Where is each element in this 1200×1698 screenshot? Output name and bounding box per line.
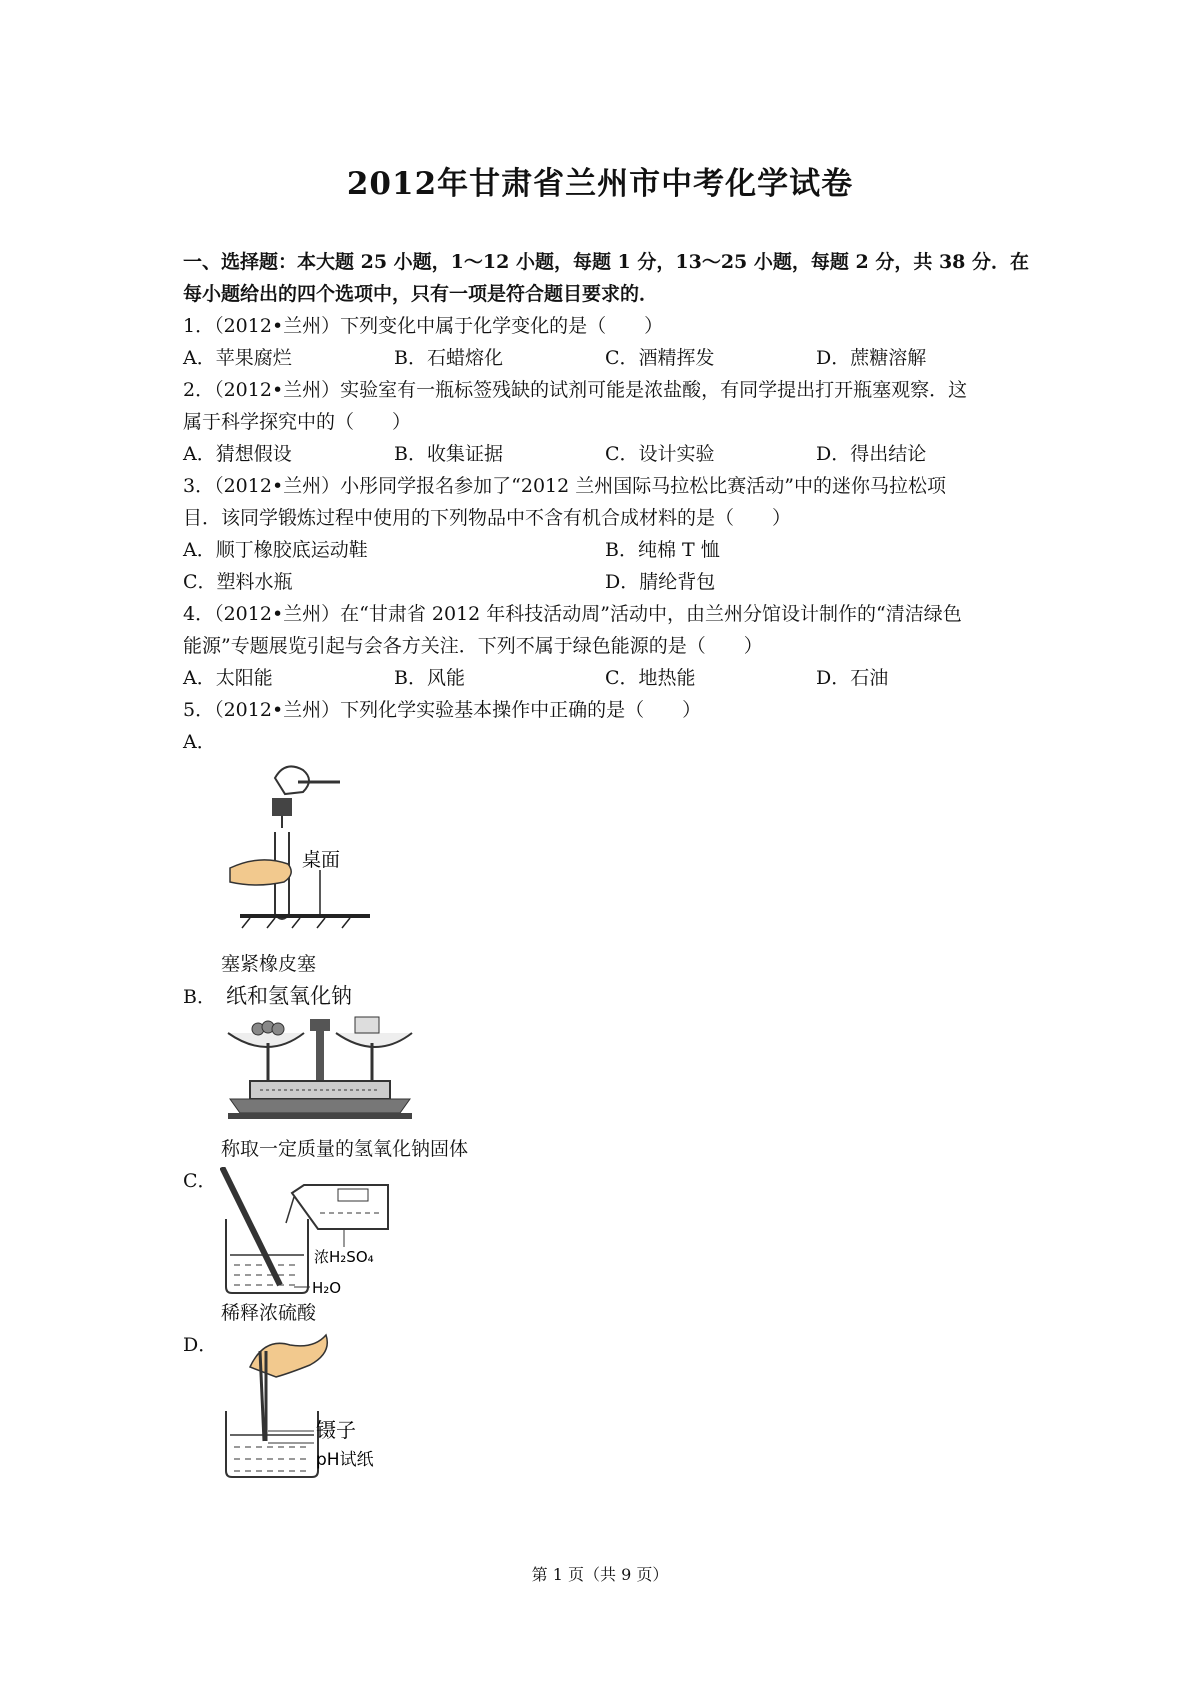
figure-label: 镊子 bbox=[316, 1418, 356, 1442]
question-5 bbox=[183, 694, 1043, 1481]
option-letter: B． bbox=[183, 986, 216, 1008]
option-a: A．猜想假设 bbox=[183, 443, 292, 465]
option-c: C．酒精挥发 bbox=[605, 347, 715, 369]
option-d: D．石油 bbox=[816, 667, 889, 689]
ph-paper-figure bbox=[220, 1331, 410, 1481]
option-d bbox=[183, 1329, 1043, 1481]
option-c bbox=[183, 1165, 1043, 1329]
question-stem: 3．（2012•兰州）小彤同学报名参加了“2012 兰州国际马拉松比赛活动”中的迷你马拉松项 bbox=[183, 475, 946, 497]
question-stem: 目．该同学锻炼过程中使用的下列物品中不含有机合成材料的是（ ） bbox=[183, 507, 792, 529]
question-stem: 2．（2012•兰州）实验室有一瓶标签残缺的试剂可能是浓盐酸，有同学提出打开瓶塞观察．这 bbox=[183, 379, 968, 401]
question-1 bbox=[183, 310, 1043, 374]
balance-figure bbox=[220, 1013, 420, 1133]
figure-label: 桌面 bbox=[302, 849, 341, 871]
question-2 bbox=[183, 374, 1043, 470]
option-b: B．风能 bbox=[394, 667, 465, 689]
figure-label: H₂O bbox=[312, 1279, 342, 1297]
question-stem: 4．（2012•兰州）在“甘肃省 2012 年科技活动周”活动中，由兰州分馆设计制作的“清洁绿色 bbox=[183, 603, 962, 625]
option-b: B．纯棉 T 恤 bbox=[605, 539, 720, 561]
option-c: C．设计实验 bbox=[605, 443, 715, 465]
question-stem: 5．（2012•兰州）下列化学实验基本操作中正确的是（ ） bbox=[183, 699, 702, 721]
option-c: C．塑料水瓶 bbox=[183, 571, 293, 593]
page-title: 2012年甘肃省兰州市中考化学试卷 bbox=[346, 166, 854, 202]
dilution-figure bbox=[220, 1167, 410, 1297]
figure-label: 浓H₂SO₄ bbox=[314, 1248, 374, 1266]
question-3 bbox=[183, 470, 1043, 598]
figure-caption: 稀释浓硫酸 bbox=[221, 1302, 317, 1324]
option-letter: D． bbox=[183, 1334, 218, 1356]
option-d: D．得出结论 bbox=[816, 443, 927, 465]
figure-label: pH试纸 bbox=[316, 1450, 374, 1470]
option-a bbox=[183, 726, 1043, 980]
option-d: D．蔗糖溶解 bbox=[816, 347, 927, 369]
page-footer: 第 1 页（共 9 页） bbox=[531, 1565, 669, 1584]
stopper-figure bbox=[220, 758, 390, 948]
option-a: A．顺丁橡胶底运动鞋 bbox=[183, 539, 368, 561]
question-stem: 属于科学探究中的（ ） bbox=[183, 411, 412, 433]
option-letter: C． bbox=[183, 1170, 217, 1192]
question-4 bbox=[183, 598, 1043, 694]
question-stem: 1．（2012•兰州）下列变化中属于化学变化的是（ ） bbox=[183, 315, 664, 337]
figure-label: 纸和氢氧化钠 bbox=[225, 984, 352, 1008]
option-a: A．太阳能 bbox=[183, 667, 273, 689]
figure-caption: 称取一定质量的氢氧化钠固体 bbox=[221, 1138, 469, 1160]
question-options bbox=[183, 438, 1043, 470]
figure-caption: 塞紧橡皮塞 bbox=[221, 953, 317, 975]
option-b: B．石蜡熔化 bbox=[394, 347, 503, 369]
option-b: B．收集证据 bbox=[394, 443, 503, 465]
option-letter: A． bbox=[183, 731, 216, 753]
question-options bbox=[183, 534, 1043, 598]
question-stem: 能源”专题展览引起与会各方关注．下列不属于绿色能源的是（ ） bbox=[183, 635, 763, 657]
question-options bbox=[183, 342, 1043, 374]
option-c: C．地热能 bbox=[605, 667, 696, 689]
option-a: A．苹果腐烂 bbox=[183, 347, 292, 369]
question-options bbox=[183, 662, 1043, 694]
option-b bbox=[183, 980, 1043, 1165]
option-d: D．腈纶背包 bbox=[605, 571, 716, 593]
section-heading: 一、选择题：本大题 25 小题，1～12 小题，每题 1 分，13～25 小题，每题 2 分，共 38 分．在 每小题给出的四个选项中，只有一项是符合题目要求的． bbox=[183, 251, 1030, 305]
exam-content bbox=[183, 246, 1043, 1481]
